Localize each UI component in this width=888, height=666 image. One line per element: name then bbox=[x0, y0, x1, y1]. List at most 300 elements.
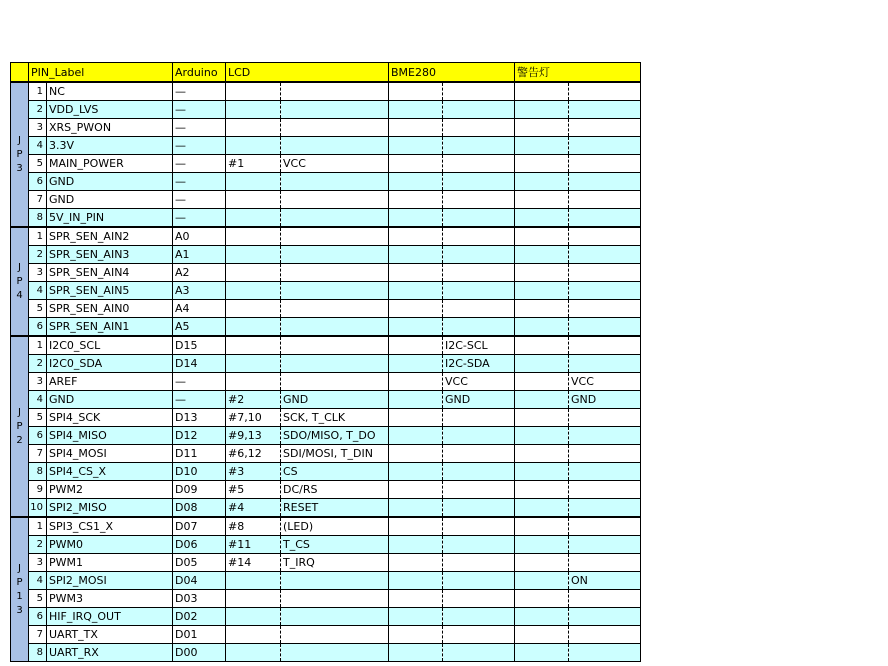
bme280-col-b bbox=[443, 82, 515, 101]
warning-col-a bbox=[515, 517, 569, 536]
bme280-col-a bbox=[389, 373, 443, 391]
lcd-signal bbox=[281, 209, 389, 228]
bme280-col-b bbox=[443, 318, 515, 337]
header-bme280: BME280 bbox=[389, 63, 515, 83]
lcd-signal bbox=[281, 590, 389, 608]
arduino-pin: D13 bbox=[173, 409, 226, 427]
arduino-pin: A4 bbox=[173, 300, 226, 318]
table-row bbox=[11, 590, 641, 608]
arduino-pin: — bbox=[173, 101, 226, 119]
lcd-pin bbox=[226, 336, 281, 355]
warning-col-a bbox=[515, 191, 569, 209]
arduino-pin: — bbox=[173, 137, 226, 155]
table-row bbox=[11, 626, 641, 644]
warning-col-b bbox=[569, 590, 641, 608]
bme280-col-a bbox=[389, 264, 443, 282]
pin-label: SPI4_MISO bbox=[47, 427, 173, 445]
pin-label: 5V_IN_PIN bbox=[47, 209, 173, 228]
pin-number: 4 bbox=[29, 572, 47, 590]
lcd-pin bbox=[226, 209, 281, 228]
bme280-col-a bbox=[389, 499, 443, 518]
warning-col-a bbox=[515, 391, 569, 409]
bme280-col-a bbox=[389, 644, 443, 662]
table-row bbox=[11, 155, 641, 173]
pin-label: SPR_SEN_AIN2 bbox=[47, 227, 173, 246]
lcd-pin bbox=[226, 355, 281, 373]
warning-col-b: VCC bbox=[569, 373, 641, 391]
pin-label: SPI4_SCK bbox=[47, 409, 173, 427]
table-row bbox=[11, 355, 641, 373]
table-row bbox=[11, 427, 641, 445]
warning-col-b bbox=[569, 554, 641, 572]
bme280-col-b bbox=[443, 445, 515, 463]
table-row bbox=[11, 463, 641, 481]
table-row bbox=[11, 554, 641, 572]
warning-col-a bbox=[515, 300, 569, 318]
pin-label: SPI2_MOSI bbox=[47, 572, 173, 590]
bme280-col-b bbox=[443, 137, 515, 155]
lcd-signal: SDO/MISO, T_DO bbox=[281, 427, 389, 445]
bme280-col-a bbox=[389, 445, 443, 463]
pin-number: 7 bbox=[29, 445, 47, 463]
warning-col-a bbox=[515, 373, 569, 391]
connector-group-label: J P 4 bbox=[11, 227, 29, 336]
lcd-signal bbox=[281, 608, 389, 626]
lcd-pin: #6,12 bbox=[226, 445, 281, 463]
lcd-signal: CS bbox=[281, 463, 389, 481]
lcd-pin bbox=[226, 246, 281, 264]
pin-label: SPR_SEN_AIN4 bbox=[47, 264, 173, 282]
lcd-pin bbox=[226, 282, 281, 300]
pin-number: 3 bbox=[29, 554, 47, 572]
pin-number: 7 bbox=[29, 626, 47, 644]
lcd-signal bbox=[281, 572, 389, 590]
warning-col-a bbox=[515, 608, 569, 626]
lcd-signal bbox=[281, 336, 389, 355]
lcd-pin bbox=[226, 644, 281, 662]
bme280-col-b bbox=[443, 209, 515, 228]
warning-col-b: GND bbox=[569, 391, 641, 409]
pin-number: 9 bbox=[29, 481, 47, 499]
table-row bbox=[11, 173, 641, 191]
pin-number: 6 bbox=[29, 173, 47, 191]
pin-label: PWM0 bbox=[47, 536, 173, 554]
bme280-col-a bbox=[389, 209, 443, 228]
bme280-col-a bbox=[389, 391, 443, 409]
pin-number: 8 bbox=[29, 463, 47, 481]
table-row bbox=[11, 445, 641, 463]
lcd-signal: T_IRQ bbox=[281, 554, 389, 572]
bme280-col-a bbox=[389, 101, 443, 119]
bme280-col-a bbox=[389, 626, 443, 644]
table-row bbox=[11, 499, 641, 518]
lcd-pin: #14 bbox=[226, 554, 281, 572]
warning-col-a bbox=[515, 264, 569, 282]
lcd-pin: #9,13 bbox=[226, 427, 281, 445]
warning-col-b bbox=[569, 445, 641, 463]
table-row bbox=[11, 209, 641, 228]
lcd-signal: GND bbox=[281, 391, 389, 409]
warning-col-b bbox=[569, 155, 641, 173]
table-row bbox=[11, 264, 641, 282]
pin-label: SPR_SEN_AIN5 bbox=[47, 282, 173, 300]
bme280-col-a bbox=[389, 517, 443, 536]
bme280-col-b bbox=[443, 427, 515, 445]
pin-number: 2 bbox=[29, 246, 47, 264]
warning-col-a bbox=[515, 445, 569, 463]
lcd-signal bbox=[281, 300, 389, 318]
arduino-pin: — bbox=[173, 373, 226, 391]
pin-number: 1 bbox=[29, 82, 47, 101]
pin-label: SPI2_MISO bbox=[47, 499, 173, 518]
warning-col-a bbox=[515, 572, 569, 590]
header-row bbox=[11, 63, 641, 83]
warning-col-a bbox=[515, 82, 569, 101]
bme280-col-a bbox=[389, 608, 443, 626]
lcd-signal bbox=[281, 119, 389, 137]
lcd-signal bbox=[281, 101, 389, 119]
arduino-pin: A3 bbox=[173, 282, 226, 300]
arduino-pin: D07 bbox=[173, 517, 226, 536]
warning-col-b bbox=[569, 499, 641, 518]
lcd-signal bbox=[281, 246, 389, 264]
pin-number: 5 bbox=[29, 590, 47, 608]
arduino-pin: — bbox=[173, 155, 226, 173]
bme280-col-b bbox=[443, 590, 515, 608]
warning-col-b bbox=[569, 517, 641, 536]
table-row bbox=[11, 191, 641, 209]
lcd-pin: #3 bbox=[226, 463, 281, 481]
bme280-col-a bbox=[389, 173, 443, 191]
warning-col-b bbox=[569, 300, 641, 318]
connector-group-label: J P 2 bbox=[11, 336, 29, 517]
lcd-pin bbox=[226, 572, 281, 590]
lcd-signal bbox=[281, 82, 389, 101]
pin-label: PWM2 bbox=[47, 481, 173, 499]
warning-col-b bbox=[569, 427, 641, 445]
table-row bbox=[11, 391, 641, 409]
warning-col-b bbox=[569, 227, 641, 246]
bme280-col-b: GND bbox=[443, 391, 515, 409]
lcd-signal: DC/RS bbox=[281, 481, 389, 499]
pin-number: 4 bbox=[29, 137, 47, 155]
table-row bbox=[11, 300, 641, 318]
bme280-col-b bbox=[443, 264, 515, 282]
pin-label: UART_RX bbox=[47, 644, 173, 662]
pin-number: 6 bbox=[29, 318, 47, 337]
warning-col-b bbox=[569, 626, 641, 644]
bme280-col-a bbox=[389, 536, 443, 554]
lcd-pin bbox=[226, 119, 281, 137]
arduino-pin: D03 bbox=[173, 590, 226, 608]
warning-col-b bbox=[569, 173, 641, 191]
lcd-pin: #2 bbox=[226, 391, 281, 409]
bme280-col-b bbox=[443, 572, 515, 590]
pin-label: XRS_PWON bbox=[47, 119, 173, 137]
lcd-pin bbox=[226, 318, 281, 337]
warning-col-b bbox=[569, 82, 641, 101]
warning-col-b bbox=[569, 191, 641, 209]
pin-label: VDD_LVS bbox=[47, 101, 173, 119]
lcd-signal bbox=[281, 626, 389, 644]
table-row bbox=[11, 481, 641, 499]
pin-number: 7 bbox=[29, 191, 47, 209]
bme280-col-b: I2C-SDA bbox=[443, 355, 515, 373]
warning-col-a bbox=[515, 227, 569, 246]
warning-col-a bbox=[515, 355, 569, 373]
lcd-signal: SDI/MOSI, T_DIN bbox=[281, 445, 389, 463]
warning-col-a bbox=[515, 463, 569, 481]
pin-label: I2C0_SCL bbox=[47, 336, 173, 355]
bme280-col-a bbox=[389, 409, 443, 427]
lcd-signal bbox=[281, 191, 389, 209]
arduino-pin: D06 bbox=[173, 536, 226, 554]
arduino-pin: — bbox=[173, 82, 226, 101]
lcd-signal bbox=[281, 318, 389, 337]
pin-number: 2 bbox=[29, 536, 47, 554]
lcd-signal bbox=[281, 282, 389, 300]
warning-col-a bbox=[515, 554, 569, 572]
lcd-pin bbox=[226, 137, 281, 155]
lcd-signal bbox=[281, 137, 389, 155]
pin-number: 3 bbox=[29, 373, 47, 391]
lcd-pin: #7,10 bbox=[226, 409, 281, 427]
pin-number: 3 bbox=[29, 264, 47, 282]
lcd-pin bbox=[226, 626, 281, 644]
table-row bbox=[11, 318, 641, 337]
table-row bbox=[11, 373, 641, 391]
bme280-col-b bbox=[443, 155, 515, 173]
arduino-pin: D04 bbox=[173, 572, 226, 590]
lcd-signal bbox=[281, 373, 389, 391]
lcd-pin bbox=[226, 373, 281, 391]
arduino-pin: A1 bbox=[173, 246, 226, 264]
pin-label: PWM1 bbox=[47, 554, 173, 572]
warning-col-b bbox=[569, 119, 641, 137]
warning-col-b bbox=[569, 101, 641, 119]
arduino-pin: A5 bbox=[173, 318, 226, 337]
pin-number: 1 bbox=[29, 517, 47, 536]
pin-number: 8 bbox=[29, 209, 47, 228]
lcd-signal bbox=[281, 644, 389, 662]
table-row bbox=[11, 282, 641, 300]
arduino-pin: — bbox=[173, 209, 226, 228]
lcd-pin bbox=[226, 101, 281, 119]
warning-col-b bbox=[569, 644, 641, 662]
bme280-col-b bbox=[443, 554, 515, 572]
connector-group-label: J P 3 bbox=[11, 82, 29, 227]
warning-col-b bbox=[569, 137, 641, 155]
lcd-signal bbox=[281, 355, 389, 373]
pin-label: SPI4_CS_X bbox=[47, 463, 173, 481]
lcd-signal: SCK, T_CLK bbox=[281, 409, 389, 427]
arduino-pin: — bbox=[173, 173, 226, 191]
lcd-signal bbox=[281, 264, 389, 282]
bme280-col-a bbox=[389, 481, 443, 499]
pin-number: 1 bbox=[29, 227, 47, 246]
lcd-signal: (LED) bbox=[281, 517, 389, 536]
pin-number: 6 bbox=[29, 427, 47, 445]
arduino-pin: — bbox=[173, 191, 226, 209]
arduino-pin: A2 bbox=[173, 264, 226, 282]
warning-col-b bbox=[569, 409, 641, 427]
warning-col-a bbox=[515, 246, 569, 264]
lcd-pin bbox=[226, 227, 281, 246]
pin-label: HIF_IRQ_OUT bbox=[47, 608, 173, 626]
bme280-col-b bbox=[443, 246, 515, 264]
lcd-signal bbox=[281, 173, 389, 191]
bme280-col-b bbox=[443, 227, 515, 246]
pin-number: 5 bbox=[29, 409, 47, 427]
pin-label: UART_TX bbox=[47, 626, 173, 644]
warning-col-a bbox=[515, 336, 569, 355]
bme280-col-a bbox=[389, 82, 443, 101]
arduino-pin: — bbox=[173, 391, 226, 409]
lcd-pin bbox=[226, 608, 281, 626]
header-arduino: Arduino bbox=[173, 63, 226, 83]
lcd-pin bbox=[226, 590, 281, 608]
arduino-pin: D01 bbox=[173, 626, 226, 644]
warning-col-a bbox=[515, 644, 569, 662]
pin-label: SPI4_MOSI bbox=[47, 445, 173, 463]
pin-label: PWM3 bbox=[47, 590, 173, 608]
warning-col-a bbox=[515, 536, 569, 554]
lcd-signal: RESET bbox=[281, 499, 389, 518]
lcd-signal: T_CS bbox=[281, 536, 389, 554]
warning-col-a bbox=[515, 499, 569, 518]
warning-col-a bbox=[515, 282, 569, 300]
bme280-col-a bbox=[389, 155, 443, 173]
bme280-col-a bbox=[389, 355, 443, 373]
bme280-col-a bbox=[389, 300, 443, 318]
pin-number: 1 bbox=[29, 336, 47, 355]
bme280-col-b bbox=[443, 536, 515, 554]
warning-col-a bbox=[515, 173, 569, 191]
pin-number: 8 bbox=[29, 644, 47, 662]
bme280-col-b bbox=[443, 119, 515, 137]
bme280-col-b bbox=[443, 463, 515, 481]
arduino-pin: D05 bbox=[173, 554, 226, 572]
lcd-pin: #8 bbox=[226, 517, 281, 536]
table-row bbox=[11, 409, 641, 427]
pin-number: 2 bbox=[29, 101, 47, 119]
bme280-col-a bbox=[389, 463, 443, 481]
bme280-col-a bbox=[389, 137, 443, 155]
bme280-col-a bbox=[389, 246, 443, 264]
lcd-pin: #5 bbox=[226, 481, 281, 499]
pin-number: 4 bbox=[29, 282, 47, 300]
lcd-pin bbox=[226, 264, 281, 282]
warning-col-b bbox=[569, 336, 641, 355]
warning-col-a bbox=[515, 119, 569, 137]
lcd-pin bbox=[226, 82, 281, 101]
arduino-pin: D00 bbox=[173, 644, 226, 662]
warning-col-a bbox=[515, 481, 569, 499]
pin-label: GND bbox=[47, 391, 173, 409]
bme280-col-b bbox=[443, 282, 515, 300]
lcd-pin: #11 bbox=[226, 536, 281, 554]
table-row bbox=[11, 119, 641, 137]
bme280-col-a bbox=[389, 282, 443, 300]
bme280-col-b bbox=[443, 608, 515, 626]
table-row bbox=[11, 608, 641, 626]
pin-number: 3 bbox=[29, 119, 47, 137]
table-row bbox=[11, 227, 641, 246]
bme280-col-b bbox=[443, 517, 515, 536]
warning-col-b: ON bbox=[569, 572, 641, 590]
header-corner bbox=[11, 63, 29, 83]
bme280-col-a bbox=[389, 590, 443, 608]
table-row bbox=[11, 137, 641, 155]
pin-label: GND bbox=[47, 173, 173, 191]
bme280-col-b bbox=[443, 481, 515, 499]
pin-label: SPR_SEN_AIN3 bbox=[47, 246, 173, 264]
warning-col-a bbox=[515, 101, 569, 119]
table-row bbox=[11, 336, 641, 355]
arduino-pin: D15 bbox=[173, 336, 226, 355]
pin-label: 3.3V bbox=[47, 137, 173, 155]
bme280-col-a bbox=[389, 336, 443, 355]
warning-col-b bbox=[569, 264, 641, 282]
pin-label: SPR_SEN_AIN1 bbox=[47, 318, 173, 337]
warning-col-a bbox=[515, 409, 569, 427]
bme280-col-a bbox=[389, 227, 443, 246]
header-pin-label: PIN_Label bbox=[29, 63, 173, 83]
bme280-col-b bbox=[443, 173, 515, 191]
bme280-col-a bbox=[389, 554, 443, 572]
lcd-signal: VCC bbox=[281, 155, 389, 173]
bme280-col-a bbox=[389, 119, 443, 137]
lcd-pin bbox=[226, 300, 281, 318]
pin-label: NC bbox=[47, 82, 173, 101]
connector-group-label: J P 1 3 bbox=[11, 517, 29, 662]
warning-col-a bbox=[515, 427, 569, 445]
bme280-col-b bbox=[443, 409, 515, 427]
arduino-pin: D10 bbox=[173, 463, 226, 481]
bme280-col-b: I2C-SCL bbox=[443, 336, 515, 355]
table-row bbox=[11, 82, 641, 101]
pin-label: I2C0_SDA bbox=[47, 355, 173, 373]
pin-number: 2 bbox=[29, 355, 47, 373]
table-row bbox=[11, 101, 641, 119]
arduino-pin: D11 bbox=[173, 445, 226, 463]
bme280-col-b bbox=[443, 300, 515, 318]
warning-col-a bbox=[515, 209, 569, 228]
table-row bbox=[11, 246, 641, 264]
warning-col-a bbox=[515, 137, 569, 155]
warning-col-b bbox=[569, 282, 641, 300]
table-row bbox=[11, 644, 641, 662]
pin-label: SPI3_CS1_X bbox=[47, 517, 173, 536]
bme280-col-b bbox=[443, 191, 515, 209]
lcd-pin: #4 bbox=[226, 499, 281, 518]
lcd-pin: #1 bbox=[226, 155, 281, 173]
bme280-col-a bbox=[389, 191, 443, 209]
warning-col-b bbox=[569, 318, 641, 337]
warning-col-b bbox=[569, 246, 641, 264]
table-row bbox=[11, 572, 641, 590]
pin-mapping-table bbox=[10, 62, 641, 662]
warning-col-a bbox=[515, 590, 569, 608]
warning-col-b bbox=[569, 481, 641, 499]
arduino-pin: D08 bbox=[173, 499, 226, 518]
warning-col-b bbox=[569, 355, 641, 373]
bme280-col-b bbox=[443, 626, 515, 644]
arduino-pin: A0 bbox=[173, 227, 226, 246]
warning-col-b bbox=[569, 608, 641, 626]
arduino-pin: D02 bbox=[173, 608, 226, 626]
arduino-pin: D14 bbox=[173, 355, 226, 373]
